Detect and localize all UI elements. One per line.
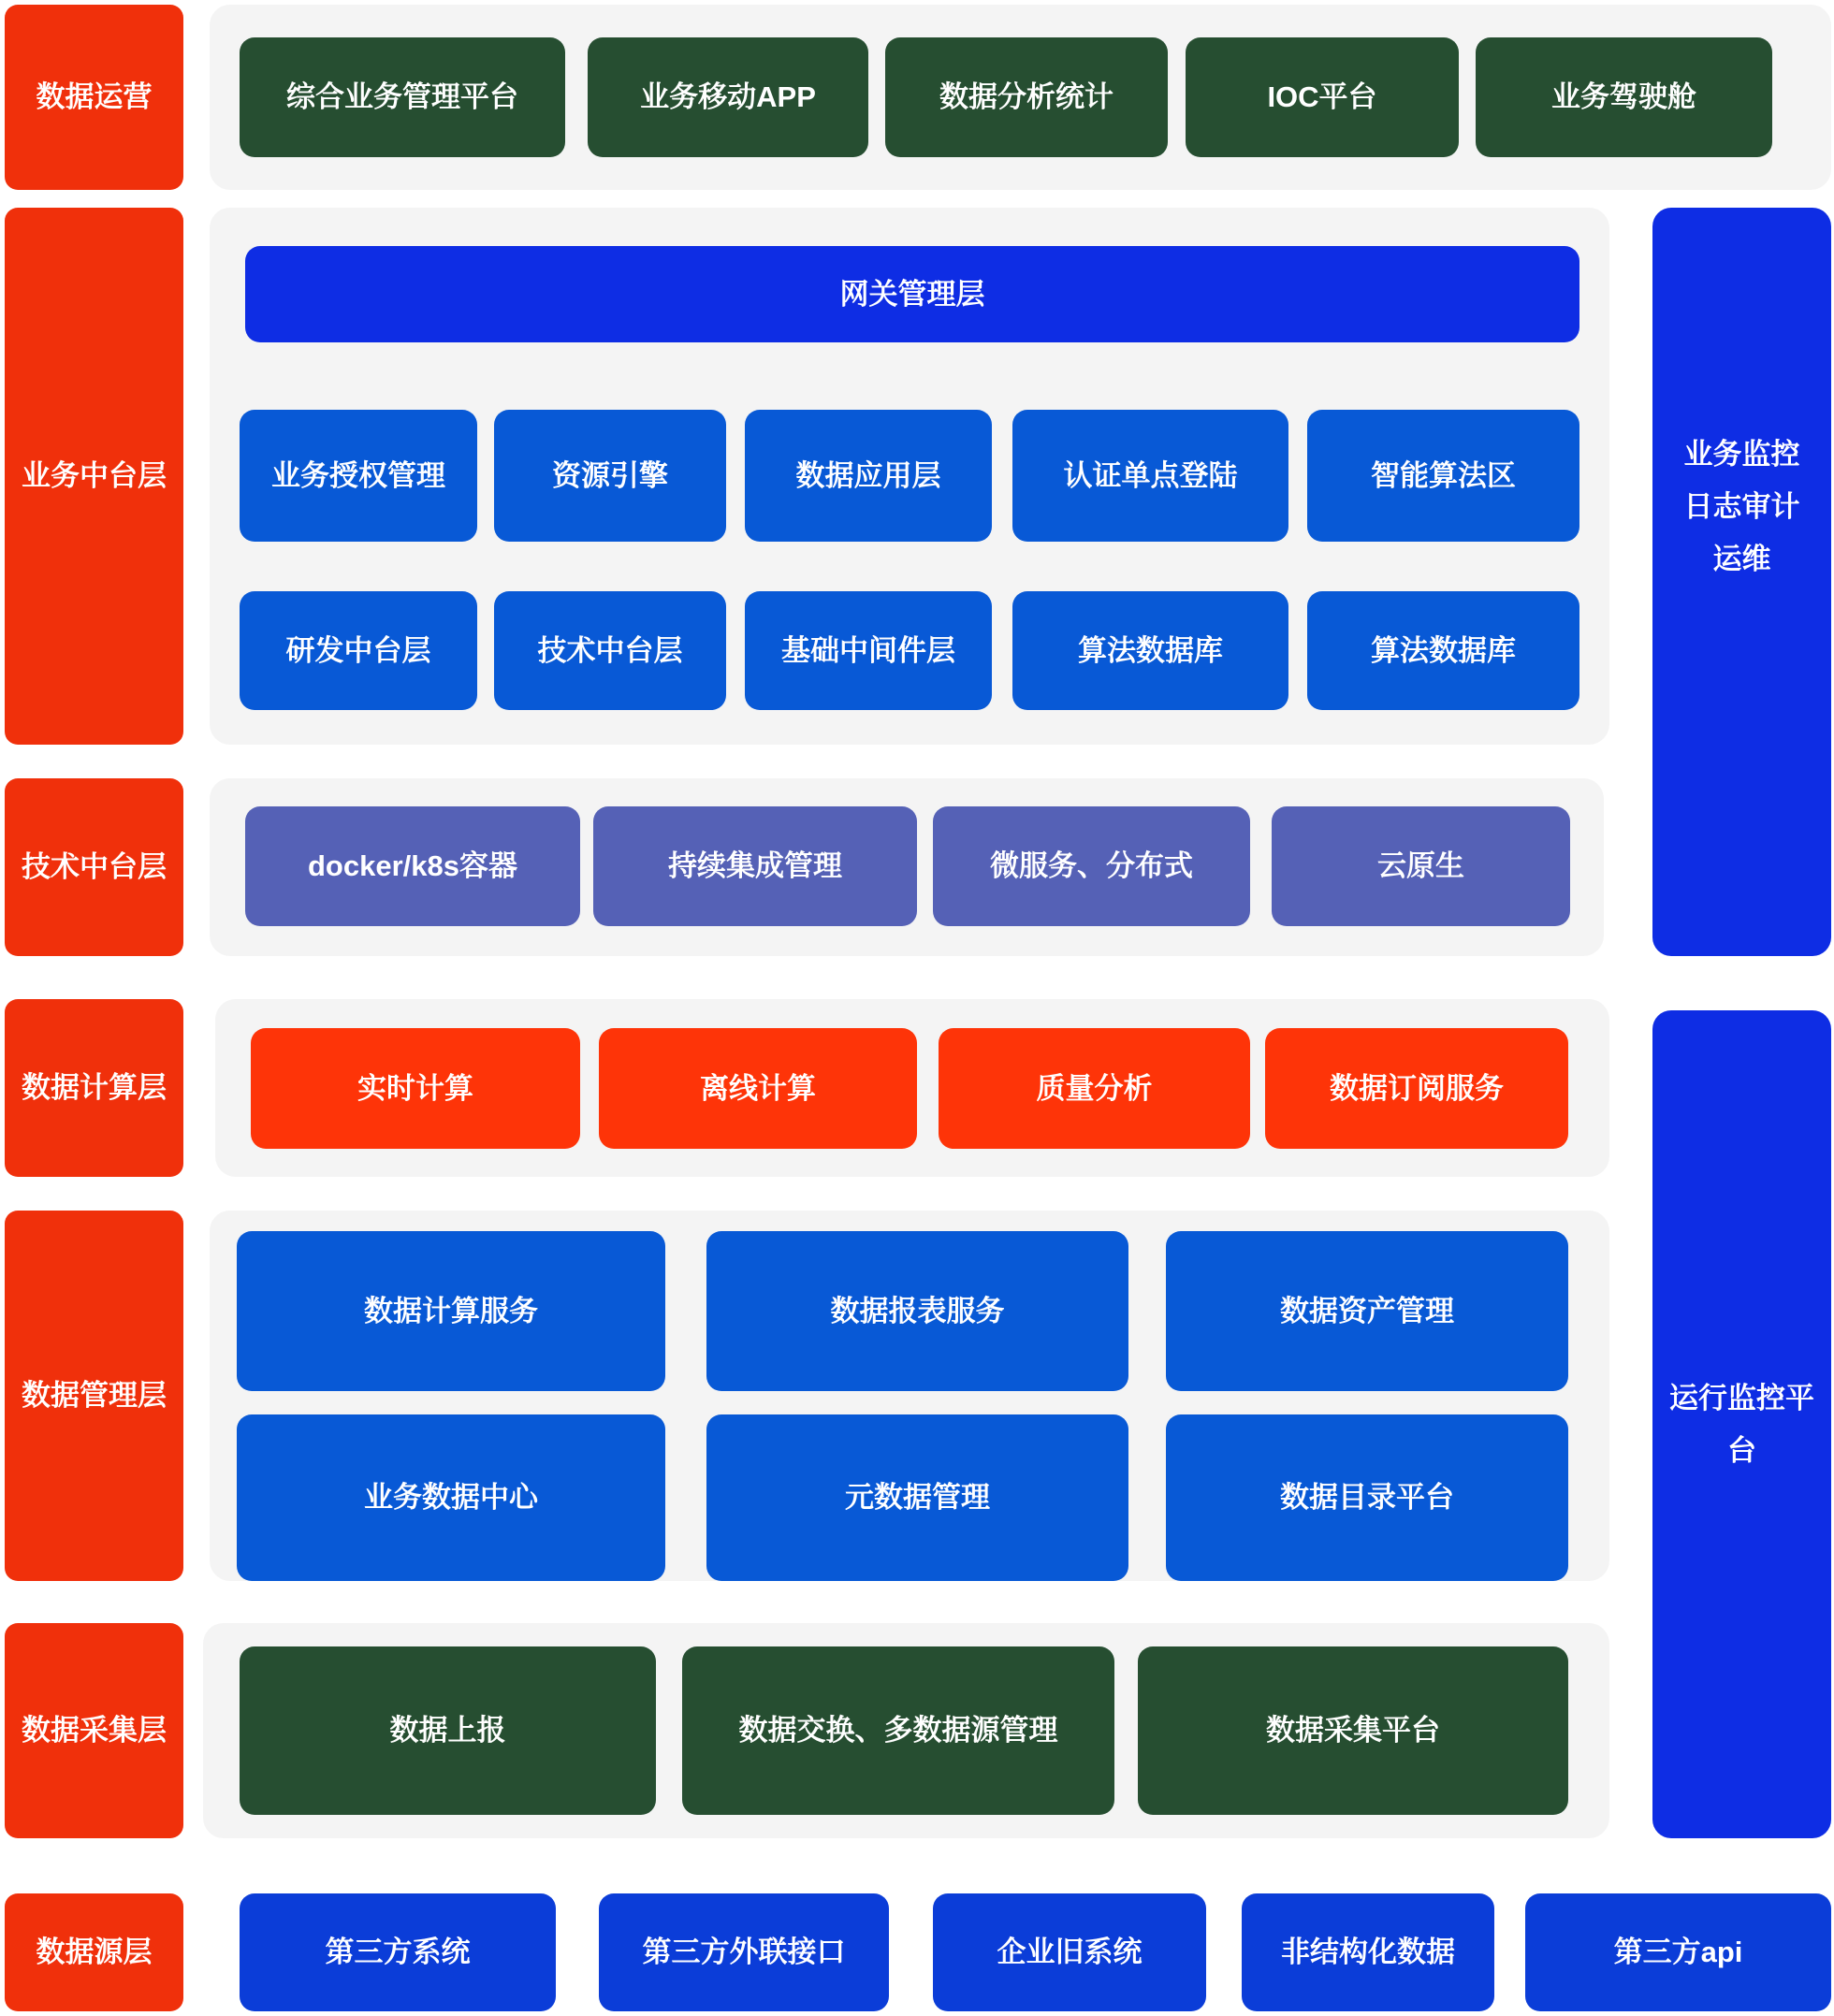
- layer-label-compute: 数据计算层: [5, 999, 183, 1177]
- collection-item: 数据上报: [240, 1646, 656, 1815]
- tech-platform-item: 云原生: [1272, 806, 1570, 926]
- side-monitor-audit: 业务监控 日志审计 运维: [1652, 208, 1831, 956]
- business-platform-item: 算法数据库: [1012, 591, 1288, 710]
- gateway-bar: 网关管理层: [245, 246, 1579, 342]
- tech-platform-item: 微服务、分布式: [933, 806, 1250, 926]
- business-platform-item: 认证单点登陆: [1012, 410, 1288, 542]
- collection-item: 数据采集平台: [1138, 1646, 1568, 1815]
- tech-platform-item: 持续集成管理: [593, 806, 917, 926]
- business-platform-item: 业务授权管理: [240, 410, 477, 542]
- compute-item: 质量分析: [939, 1028, 1250, 1149]
- operations-item: IOC平台: [1186, 37, 1459, 157]
- compute-item: 实时计算: [251, 1028, 580, 1149]
- management-item: 数据报表服务: [706, 1231, 1128, 1391]
- side-runtime-monitor: 运行监控平 台: [1652, 1010, 1831, 1838]
- source-item: 第三方外联接口: [599, 1893, 889, 2011]
- business-platform-item: 研发中台层: [240, 591, 477, 710]
- operations-item: 数据分析统计: [885, 37, 1168, 157]
- operations-item: 业务移动APP: [588, 37, 868, 157]
- source-item: 第三方系统: [240, 1893, 556, 2011]
- operations-item: 综合业务管理平台: [240, 37, 565, 157]
- layer-label-management: 数据管理层: [5, 1211, 183, 1581]
- collection-item: 数据交换、多数据源管理: [682, 1646, 1114, 1815]
- compute-item: 离线计算: [599, 1028, 917, 1149]
- operations-item: 业务驾驶舱: [1476, 37, 1772, 157]
- tech-platform-item: docker/k8s容器: [245, 806, 580, 926]
- compute-item: 数据订阅服务: [1265, 1028, 1568, 1149]
- layer-label-tech-platform: 技术中台层: [5, 778, 183, 956]
- management-item: 数据计算服务: [237, 1231, 665, 1391]
- business-platform-item: 资源引擎: [494, 410, 726, 542]
- management-item: 元数据管理: [706, 1414, 1128, 1581]
- layer-label-business-platform: 业务中台层: [5, 208, 183, 745]
- management-item: 数据资产管理: [1166, 1231, 1568, 1391]
- management-item: 数据目录平台: [1166, 1414, 1568, 1581]
- layer-label-collection: 数据采集层: [5, 1623, 183, 1838]
- source-item: 第三方api: [1525, 1893, 1831, 2011]
- layer-label-operations: 数据运营: [5, 5, 183, 190]
- source-item: 企业旧系统: [933, 1893, 1206, 2011]
- business-platform-item: 算法数据库: [1307, 591, 1579, 710]
- business-platform-item: 智能算法区: [1307, 410, 1579, 542]
- business-platform-item: 基础中间件层: [745, 591, 992, 710]
- business-platform-item: 技术中台层: [494, 591, 726, 710]
- source-item: 非结构化数据: [1242, 1893, 1494, 2011]
- business-platform-item: 数据应用层: [745, 410, 992, 542]
- management-item: 业务数据中心: [237, 1414, 665, 1581]
- layer-label-sources: 数据源层: [5, 1893, 183, 2011]
